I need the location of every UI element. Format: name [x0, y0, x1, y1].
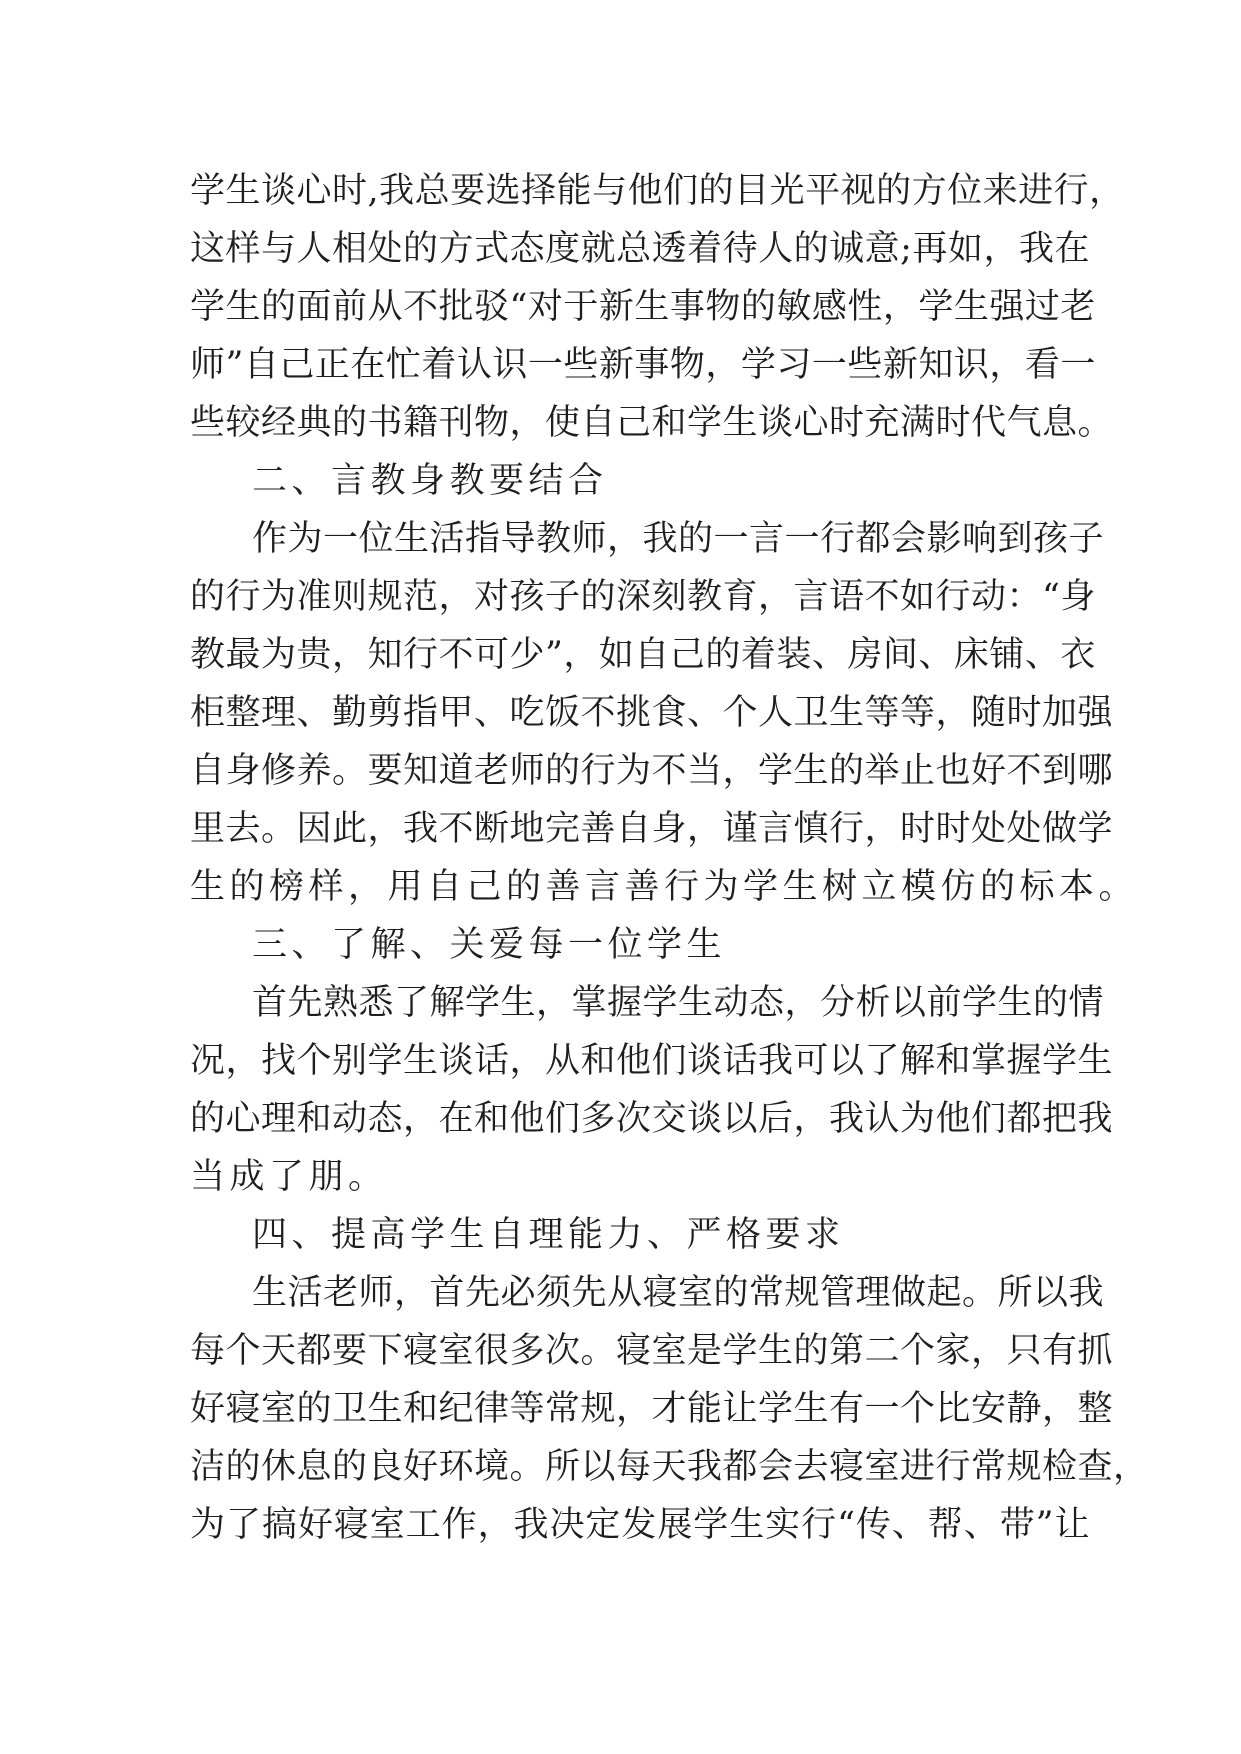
- paragraph-last-line: 当成了朋。: [190, 1157, 388, 1197]
- paragraph-first-line: 首先熟悉了解学生，掌握学生动态，分析以前学生的情: [252, 983, 1105, 1023]
- text-line: 的行为准则规范，对孩子的深刻教育，言语不如行动：“身: [190, 577, 1096, 617]
- text-line: 教最为贵，知行不可少”，如自己的着装、房间、床铺、衣: [190, 635, 1096, 675]
- text-line: 洁的休息的良好环境。所以每天我都会去寝室进行常规检查，: [190, 1447, 1149, 1487]
- section-heading: 二、言教身教要结合: [252, 461, 608, 501]
- text-line: 每个天都要下寝室很多次。寝室是学生的第二个家，只有抓: [190, 1331, 1114, 1371]
- text-line: 些较经典的书籍刊物，使自己和学生谈心时充满时代气息。: [190, 403, 1114, 443]
- text-line: 学生的面前从不批驳“对于新生事物的敏感性，学生强过老: [190, 287, 1096, 327]
- text-line: 好寝室的卫生和纪律等常规，才能让学生有一个比安静，整: [190, 1389, 1114, 1429]
- paragraph-first-line: 作为一位生活指导教师，我的一言一行都会影响到孩子: [252, 519, 1105, 559]
- text-line: 这样与人相处的方式态度就总透着待人的诚意;再如，我在: [190, 229, 1090, 269]
- body-text: [190, 162, 1149, 1554]
- text-line: 的心理和动态，在和他们多次交谈以后，我认为他们都把我: [190, 1099, 1114, 1139]
- text-line: 柜整理、勤剪指甲、吃饭不挑食、个人卫生等等，随时加强: [190, 693, 1114, 733]
- text-line: 况，找个别学生谈话，从和他们谈话我可以了解和掌握学生: [190, 1041, 1114, 1081]
- section-heading: 三、了解、关爱每一位学生: [252, 925, 727, 965]
- text-line: 里去。因此，我不断地完善自身，谨言慎行，时时处处做学: [190, 809, 1114, 849]
- paragraph-first-line: 生活老师，首先必须先从寝室的常规管理做起。所以我: [252, 1273, 1105, 1313]
- section-heading: 四、提高学生自理能力、严格要求: [252, 1215, 845, 1255]
- text-line: 学生谈心时,我总要选择能与他们的目光平视的方位来进行，: [190, 171, 1125, 211]
- paragraph-last-line: 生的榜样，用自己的善言善行为学生树立模仿的标本。: [190, 867, 1139, 907]
- text-line: 自身修养。要知道老师的行为不当，学生的举止也好不到哪: [190, 751, 1114, 791]
- text-line: 为了搞好寝室工作，我决定发展学生实行“传、帮、带”让: [190, 1505, 1090, 1545]
- text-line: 师”自己正在忙着认识一些新事物，学习一些新知识，看一: [190, 345, 1096, 385]
